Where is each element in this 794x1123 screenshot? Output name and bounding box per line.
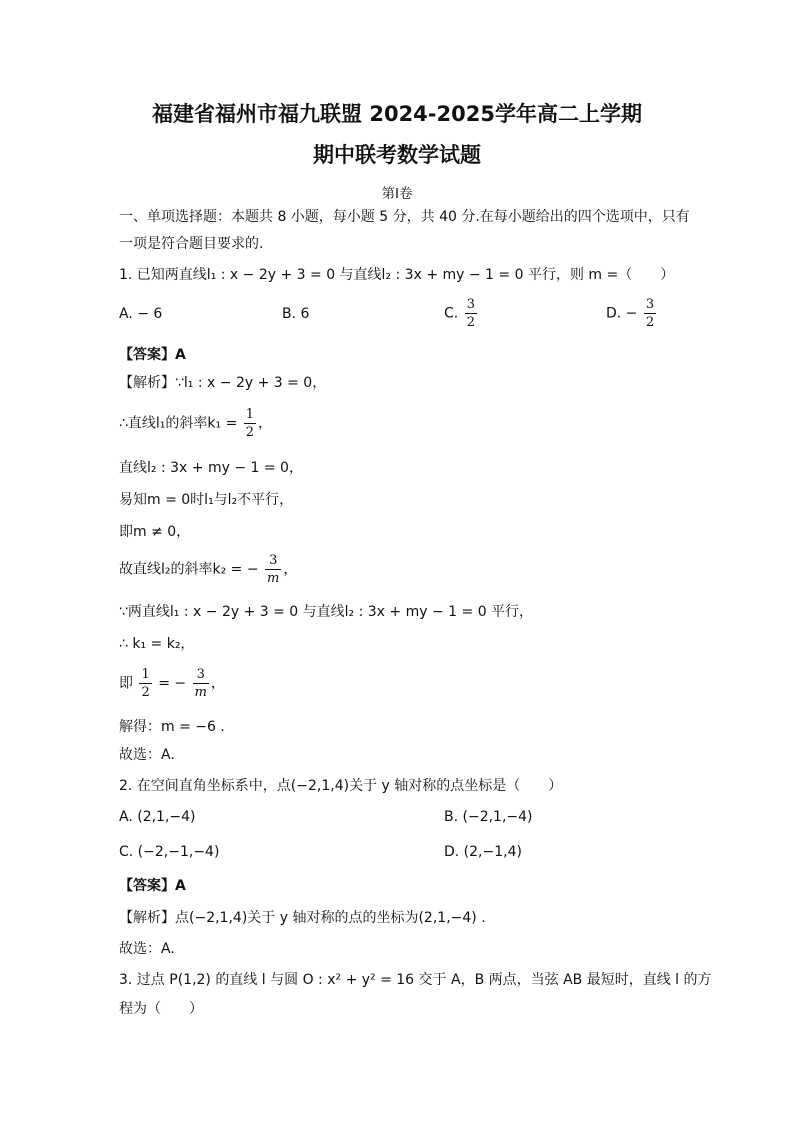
section-intro-line2: 一项是符合题目要求的.: [119, 236, 264, 252]
q1-analysis-line7: ∵两直线l₁ : x − 2y + 3 = 0 与直线l₂ : 3x + my − 1 = 0 平行，: [119, 604, 534, 620]
q1-analysis-line3: 直线l₂ : 3x + my − 1 = 0，: [119, 460, 303, 476]
question-2-stem: 2. 在空间直角坐标系中，点(−2,1,4)关于 y 轴对称的点坐标是（ ）: [119, 778, 563, 794]
q1-option-c: [444, 296, 479, 331]
fraction-numerator: 3: [645, 297, 655, 312]
q1-option-b: B. 6: [282, 306, 310, 322]
q1-option-d-label: D. −: [606, 305, 638, 322]
fraction-numerator: 1: [245, 407, 255, 422]
q1-analysis-line5: 即m ≠ 0，: [119, 524, 191, 540]
section-intro-line1: 一、单项选择题：本题共 8 小题，每小题 5 分，共 40 分.在每小题给出的四个选项中，只有: [119, 209, 690, 225]
fraction-denominator: m: [267, 571, 280, 586]
fraction-numerator: 1: [141, 667, 150, 682]
q1-option-d: [606, 296, 658, 331]
q1-analysis-line6: [119, 552, 297, 587]
fraction-denominator: 2: [645, 315, 655, 330]
k2-fraction: [265, 552, 281, 587]
fraction-denominator: m: [194, 685, 207, 700]
q2-analysis-line1: 【解析】点(−2,1,4)关于 y 轴对称的点的坐标为(2,1,−4) .: [119, 910, 486, 926]
comma: ，: [258, 415, 273, 432]
q1-analysis-line10: 解得：m = −6 .: [119, 719, 225, 735]
comma: ，: [283, 561, 298, 578]
equals-minus: = −: [158, 675, 187, 692]
fraction-numerator: 3: [466, 297, 475, 312]
q1-analysis-ji-text: 即: [119, 675, 133, 692]
q2-option-b: B. (−2,1,−4): [444, 809, 533, 825]
q1-analysis-line9: [119, 666, 225, 701]
q2-option-a: A. (2,1,−4): [119, 809, 196, 825]
q1-option-c-label: C.: [444, 305, 459, 322]
q1-answer: 【答案】A: [119, 347, 186, 363]
equation-left-fraction: [139, 666, 151, 701]
q2-analysis-line2: 故选：A.: [119, 941, 175, 957]
q1-analysis-line11: 故选：A.: [119, 747, 175, 763]
q1-analysis-k1-text: ∴直线l₁的斜率k₁ =: [119, 415, 238, 432]
q1-analysis-line8: ∴ k₁ = k₂，: [119, 636, 195, 652]
equation-right-fraction: [193, 666, 209, 701]
q1-analysis-line2: [119, 406, 272, 441]
volume-label: 第Ⅰ卷: [381, 186, 413, 202]
q1-analysis-line4: 易知m = 0时l₁与l₂不平行，: [119, 492, 294, 508]
q1-analysis-line1: 【解析】∵l₁ : x − 2y + 3 = 0，: [119, 375, 327, 391]
fraction-numerator: 3: [269, 553, 278, 568]
fraction-numerator: 3: [196, 667, 205, 682]
question-3-stem-line2: 程为（ ）: [119, 1001, 203, 1017]
question-1-stem: 1. 已知两直线l₁ : x − 2y + 3 = 0 与直线l₂ : 3x + my − 1 = 0 平行，则 m =（ ）: [119, 267, 675, 283]
q1-option-c-fraction: [465, 296, 477, 331]
comma: ，: [210, 675, 225, 692]
question-3-stem-line1: 3. 过点 P(1,2) 的直线 l 与圆 O : x² + y² = 16 交于 A，B 两点，当弦 AB 最短时，直线 l 的方: [119, 972, 712, 988]
q1-option-d-fraction: [644, 296, 656, 331]
fraction-denominator: 2: [466, 315, 475, 330]
q2-option-c: C. (−2,−1,−4): [119, 844, 220, 860]
k1-fraction: [244, 406, 256, 441]
q2-answer: 【答案】A: [119, 878, 186, 894]
exam-title-line1: 福建省福州市福九联盟 2024-2025学年高二上学期: [152, 102, 642, 126]
fraction-denominator: 2: [245, 425, 255, 440]
q1-analysis-k2-text: 故直线l₂的斜率k₂ = −: [119, 561, 259, 578]
fraction-denominator: 2: [141, 685, 150, 700]
exam-title-line2: 期中联考数学试题: [313, 143, 481, 167]
q2-option-d: D. (2,−1,4): [444, 844, 522, 860]
q1-option-a: A. − 6: [119, 306, 163, 322]
